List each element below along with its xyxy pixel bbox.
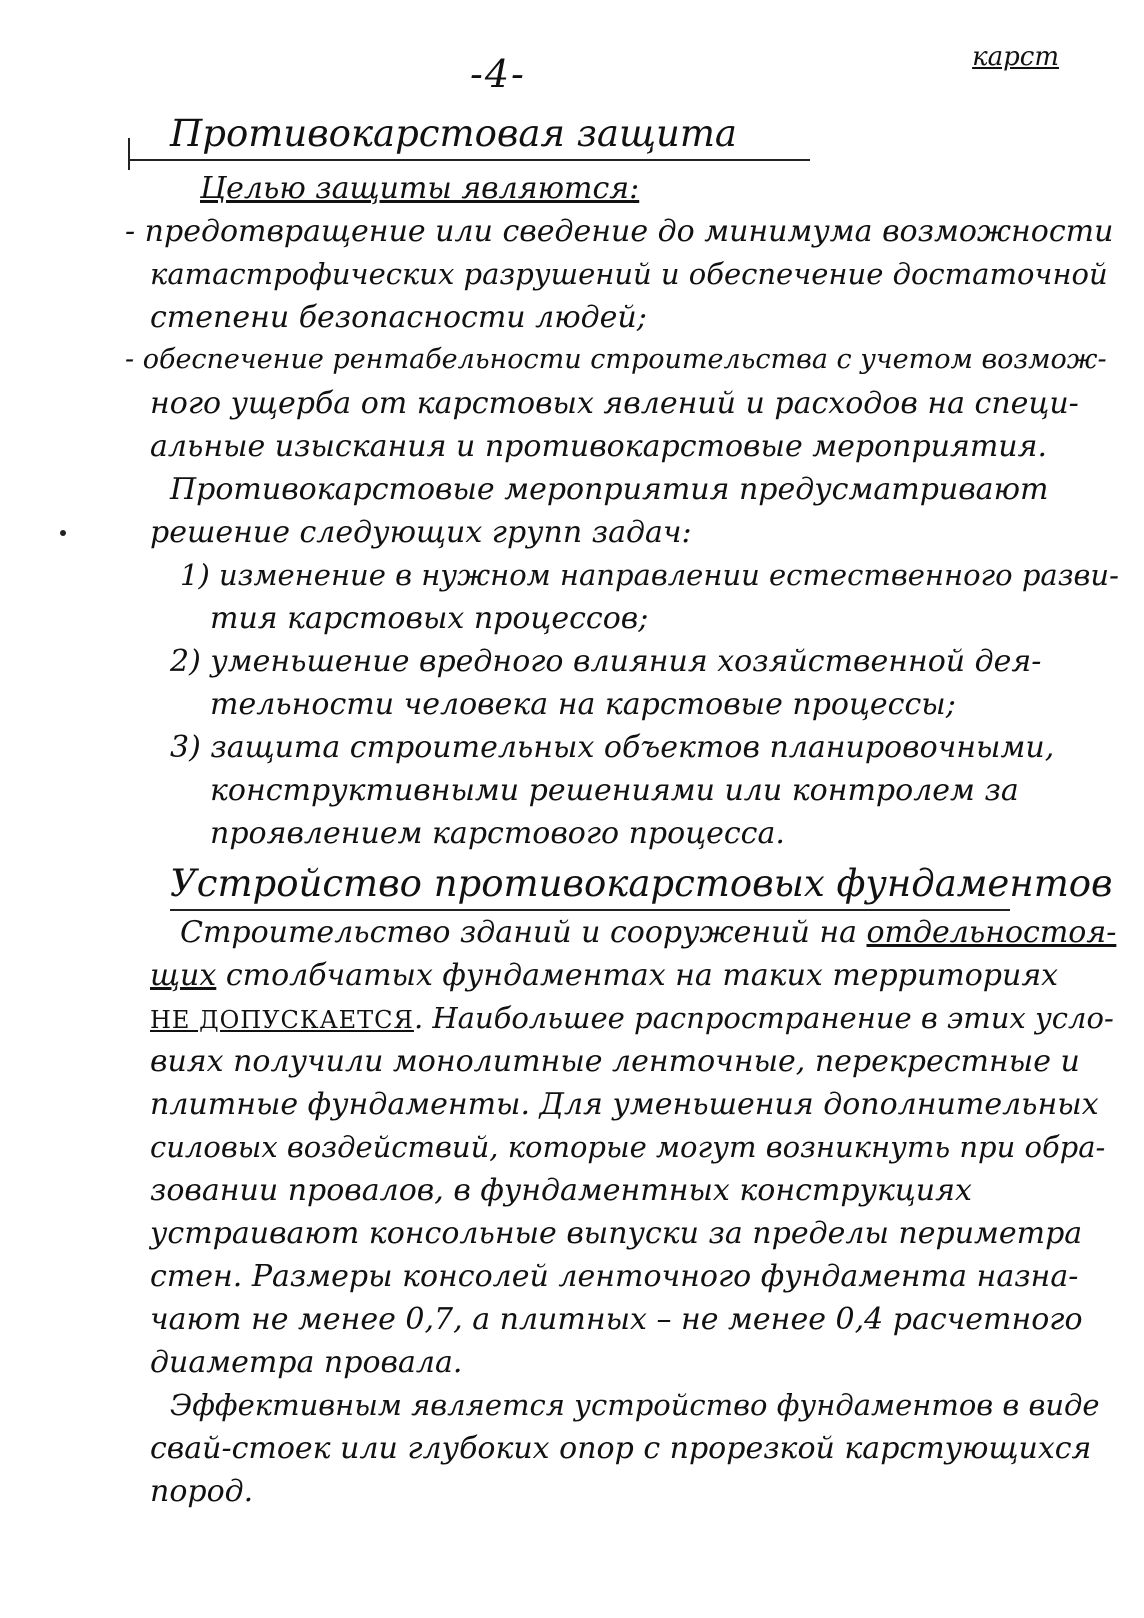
bullet-line: альные изыскания и противокарстовые мероприятия. <box>150 429 1048 464</box>
section-title: Устройство противокарстовых фундаментов <box>170 862 1010 911</box>
bullet-line: ного ущерба от карстовых явлений и расходов на специ- <box>150 386 1079 421</box>
bullet-line: степени безопасности людей; <box>150 300 647 335</box>
paragraph-line: Эффективным является устройство фундаментов в виде <box>170 1388 1100 1422</box>
paragraph-line: диаметра провала. <box>150 1345 463 1380</box>
paragraph-line: плитные фундаменты. Для уменьшения дополнительных <box>150 1087 1099 1122</box>
bullet-line: катастрофических разрушений и обеспечение достаточной <box>150 257 1108 291</box>
list-item-line: 3) защита строительных объектов планировочными, <box>170 730 1055 765</box>
paragraph-line <box>150 1001 1114 1035</box>
intro-line <box>200 171 640 206</box>
list-item-line: 1) изменение в нужном направлении естественного разви- <box>180 558 1119 592</box>
list-item-line: тельности человека на карстовые процессы; <box>210 687 956 722</box>
text-run: Строительство зданий и сооружений на <box>180 915 867 950</box>
paragraph-line: устраивают консольные выпуски за пределы периметра <box>150 1216 1083 1251</box>
paragraph-line: зовании провалов, в фундаментных конструкциях <box>150 1173 972 1208</box>
list-item-line: проявлением карстового процесса. <box>210 816 785 851</box>
emphasis-text: НЕ ДОПУСКАЕТСЯ <box>150 1006 414 1034</box>
paragraph-line: свай-стоек или глубоких опор с прорезкой карстующихся <box>150 1431 1092 1466</box>
text-run: столбчатых фундаментах на таких территориях <box>216 958 1059 993</box>
paragraph-line: решение следующих групп задач: <box>150 515 692 550</box>
paragraph-line <box>180 915 1117 950</box>
list-item-line: конструктивными решениями или контролем за <box>210 773 1019 808</box>
section-title: Противокарстовая защита <box>130 112 810 161</box>
paragraph-line: виях получили монолитные ленточные, перекрестные и <box>150 1044 1080 1079</box>
page-number: -4- <box>470 52 526 96</box>
bullet-line: - обеспечение рентабельности строительства с учетом возмож- <box>125 344 1107 375</box>
paragraph-line: Противокарстовые мероприятия предусматривают <box>170 472 1049 507</box>
paragraph-line <box>150 958 1059 993</box>
paragraph-line: силовых воздействий, которые могут возникнуть при обра- <box>150 1130 1106 1164</box>
list-item-line: тия карстовых процессов; <box>210 601 649 636</box>
text-run: . Наибольшее распространение в этих усло- <box>413 1001 1114 1035</box>
paragraph-line: пород. <box>150 1474 254 1509</box>
list-item-line: 2) уменьшение вредного влияния хозяйственной дея- <box>170 644 1042 679</box>
underlined-text: щих <box>150 958 217 993</box>
intro-text: Целью защиты являются: <box>200 171 640 206</box>
paragraph-line: чают не менее 0,7, а плитных – не менее 0,4 расчетного <box>150 1302 1083 1337</box>
header-tag: карст <box>972 42 1059 72</box>
margin-dot <box>60 530 66 536</box>
underlined-text: отдельностоя- <box>866 915 1117 950</box>
bullet-line: - предотвращение или сведение до минимума возможности <box>125 214 1114 249</box>
paragraph-line: стен. Размеры консолей ленточного фундамента назна- <box>150 1259 1079 1294</box>
